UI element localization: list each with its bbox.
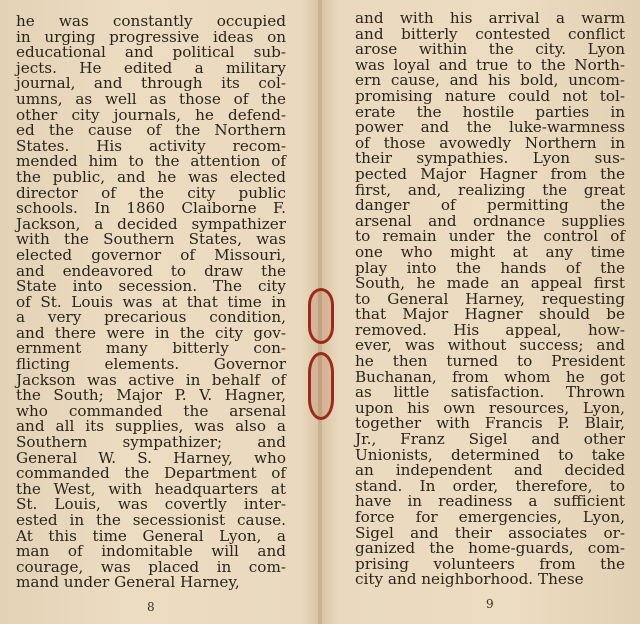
text-line: together with Francis P. Blair, <box>355 414 625 433</box>
text-line: ed the cause of the Northern <box>16 121 286 140</box>
text-line: of St. Louis was at that time in <box>16 292 286 311</box>
text-line: ever, was without success; and <box>355 336 625 355</box>
text-line: erate the hostile parties in <box>355 102 625 121</box>
text-line: umns, as well as those of the <box>16 89 286 108</box>
text-line: one who might at any time <box>355 242 625 261</box>
text-line: State into secession. The city <box>16 277 286 296</box>
right-page-number: 9 <box>486 597 494 611</box>
text-line: promising nature could not tol- <box>355 86 625 105</box>
binding-stitch-top <box>308 288 334 344</box>
text-line: city and neighborhood. These <box>355 570 584 589</box>
text-line: South, he made an appeal first <box>355 274 625 293</box>
text-line: Unionists, determined to take <box>355 445 625 464</box>
text-line: of those avowedly Northern in <box>355 133 625 152</box>
text-line: the public, and he was elected <box>16 167 286 186</box>
text-line: General W. S. Harney, who <box>16 448 286 467</box>
text-line: to General Harney, requesting <box>355 289 625 308</box>
text-line: a very precarious condition, <box>16 308 286 327</box>
text-line: courage, was placed in com- <box>16 557 286 576</box>
text-line: arose within the city. Lyon <box>355 40 625 59</box>
text-line: the West, with headquarters at <box>16 479 286 498</box>
text-line: journal, and through its col- <box>16 74 286 93</box>
text-line: removed. His appeal, how- <box>355 320 625 339</box>
text-line: the South; Major P. V. Hagner, <box>16 386 286 405</box>
text-line: mended him to the attention of <box>16 152 286 171</box>
text-line: first, and, realizing the great <box>355 180 625 199</box>
text-line: and there were in the city gov- <box>16 323 286 342</box>
text-line: St. Louis, was covertly inter- <box>16 495 286 514</box>
text-line: and all its supplies, was also a <box>16 417 286 436</box>
left-page-text <box>16 14 286 591</box>
text-line: force for emergencies, Lyon, <box>355 508 625 526</box>
text-line: and with his arrival a warm <box>355 9 625 27</box>
text-line: States. His activity recom- <box>16 136 286 155</box>
text-line: man of indomitable will and <box>16 542 286 561</box>
text-line: Sigel and their associates or- <box>355 523 625 542</box>
right-page-text <box>355 11 625 588</box>
text-line: mand under General Harney, <box>16 573 240 592</box>
text-line: ested in the secessionist cause. <box>16 511 286 529</box>
text-line: Jr., Franz Sigel and other <box>355 430 625 449</box>
text-line: ern cause, and his bold, uncom- <box>355 71 625 90</box>
text-line: At this time General Lyon, a <box>16 526 286 545</box>
binding-stitch-bottom <box>308 352 334 420</box>
text-line: with the Southern States, was <box>16 230 286 249</box>
text-line: schools. In 1860 Claiborne F. <box>16 199 286 218</box>
text-line: that Major Hagner should be <box>355 305 625 324</box>
text-line: and bitterly contested conflict <box>355 24 625 43</box>
text-line: ernment many bitterly con- <box>16 339 286 358</box>
text-line: flicting elements. Governor <box>16 355 286 374</box>
text-line: he then turned to President <box>355 352 625 371</box>
text-line: in urging progressive ideas on <box>16 27 286 46</box>
text-line: Buchanan, from whom he got <box>355 367 625 386</box>
text-line: he was constantly occupied <box>16 12 286 30</box>
text-line: upon his own resources, Lyon, <box>355 398 625 417</box>
text-line: was loyal and true to the North- <box>355 55 625 74</box>
text-line: who commanded the arsenal <box>16 401 286 420</box>
text-line: stand. In order, therefore, to <box>355 476 625 495</box>
text-line: an independent and decided <box>355 461 625 480</box>
text-line: power and the luke-warmness <box>355 118 625 137</box>
text-line: prising volunteers from the <box>355 554 625 573</box>
text-line: as little satisfaction. Thrown <box>355 383 625 402</box>
text-line: commanded the Department of <box>16 464 286 483</box>
text-line: Jackson, a decided sympathizer <box>16 214 286 233</box>
text-line: director of the city public <box>16 183 286 202</box>
text-line: pected Major Hagner from the <box>355 164 625 183</box>
left-page-number: 8 <box>147 600 155 614</box>
text-line: other city journals, he defend- <box>16 105 286 124</box>
text-line: Jackson was active in behalf of <box>16 370 286 389</box>
text-line: arsenal and ordnance supplies <box>355 211 625 230</box>
text-line: elected governor of Missouri, <box>16 245 286 264</box>
text-line: danger of permitting the <box>355 196 625 215</box>
text-line: educational and political sub- <box>16 43 286 62</box>
text-line: jects. He edited a military <box>16 58 286 77</box>
text-line: Southern sympathizer; and <box>16 433 286 452</box>
text-line: and endeavored to draw the <box>16 261 286 280</box>
text-line: play into the hands of the <box>355 258 625 277</box>
text-line: ganized the home-guards, com- <box>355 539 625 558</box>
text-line: have in readiness a sufficient <box>355 492 625 511</box>
text-line: their sympathies. Lyon sus- <box>355 149 625 168</box>
text-line: to remain under the control of <box>355 227 625 246</box>
